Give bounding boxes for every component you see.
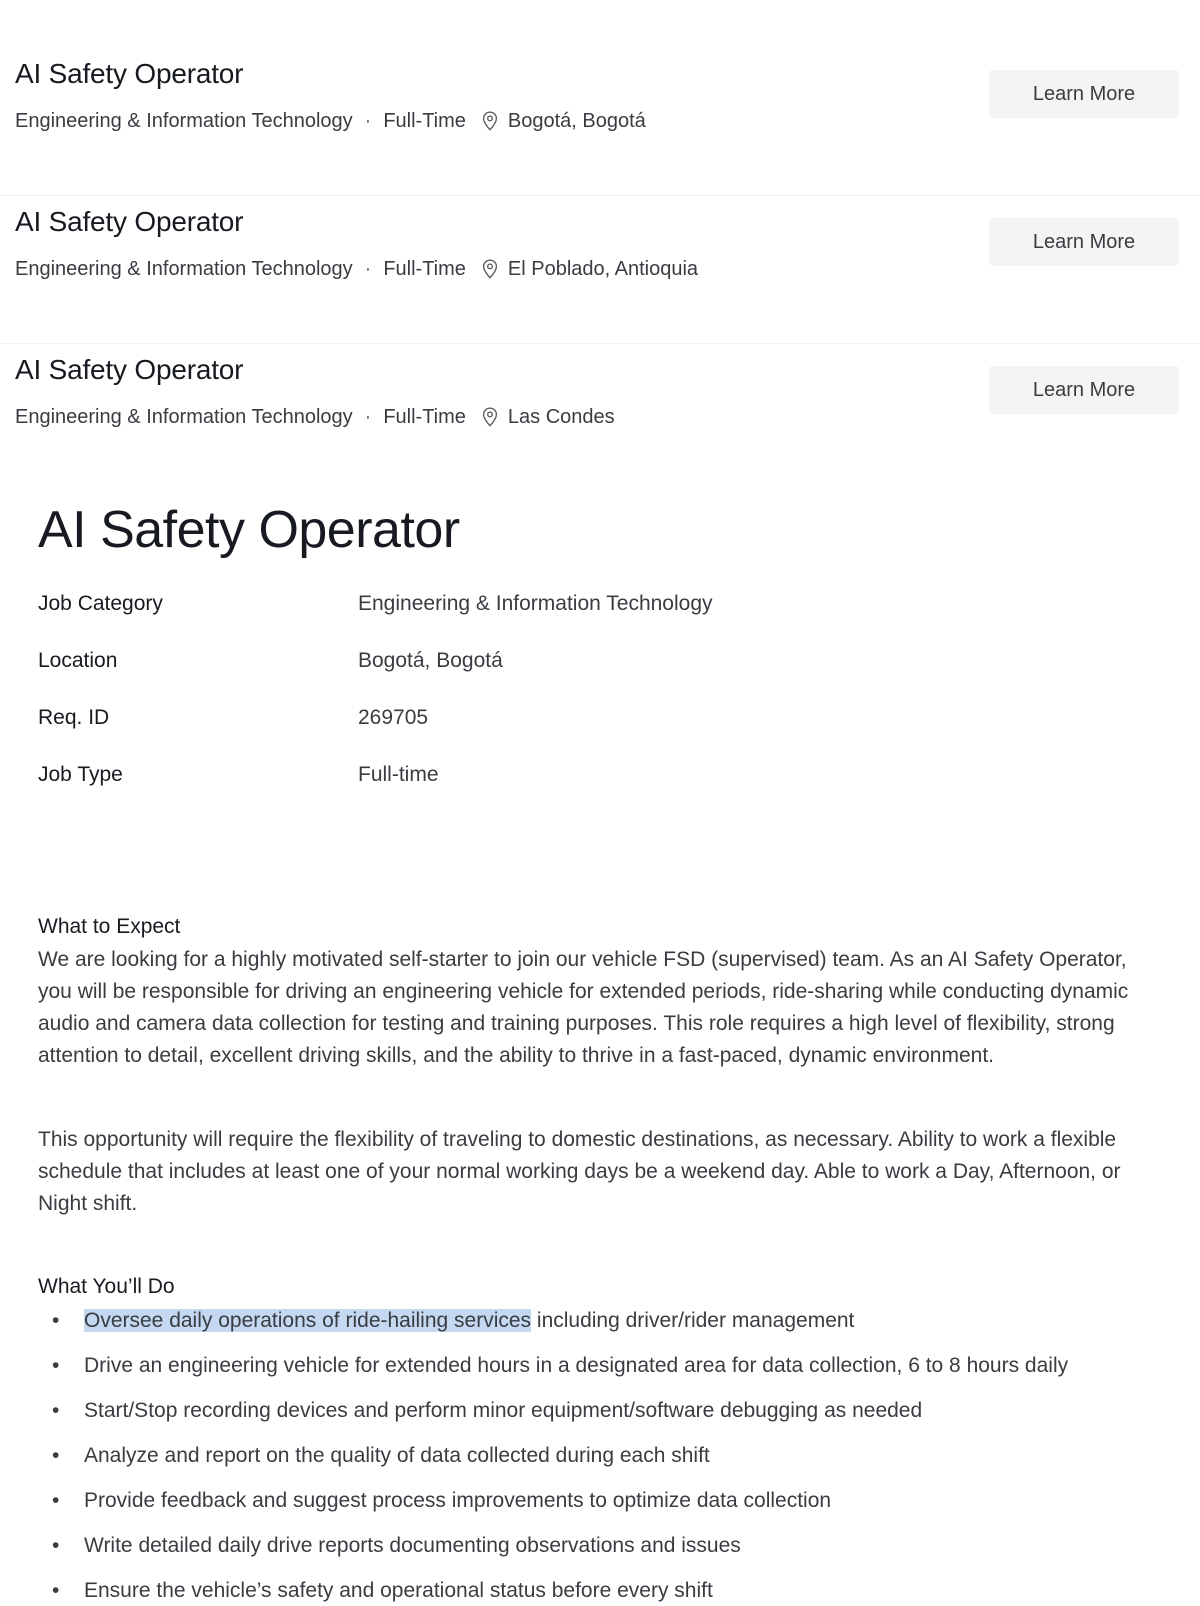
listing-job-type: Full-Time [383,258,466,280]
meta-separator: · [364,258,372,280]
detail-row-category [38,592,938,649]
map-pin-icon [482,111,498,131]
list-item-text: Ensure the vehicle’s safety and operational status before every shift [84,1579,713,1602]
list-item [52,1305,1192,1350]
detail-label: Location [38,649,118,672]
listing-title[interactable]: AI Safety Operator [15,58,244,89]
list-item [52,1350,1192,1395]
learn-more-button[interactable]: Learn More [989,70,1179,118]
map-pin-icon [482,259,498,279]
meta-separator: · [364,406,372,428]
detail-row-job-type [38,763,938,820]
job-listing [0,344,1200,492]
detail-value: Full-time [358,763,439,786]
listing-meta [15,258,698,281]
what-youll-do-heading: What You’ll Do [38,1275,175,1298]
what-to-expect-heading: What to Expect [38,915,181,938]
what-to-expect-paragraph-2: This opportunity will require the flexibility of traveling to domestic destinations, as necessary. Ability to work a flexible schedule that includes at least one of your normal working days be a weekend day. Able to work a Day, Afternoon, or Night shift. [38,1128,1121,1215]
listing-location: Bogotá, Bogotá [507,110,646,132]
learn-more-button[interactable]: Learn More [989,366,1179,414]
list-item [52,1530,1192,1575]
listing-category: Engineering & Information Technology [15,258,353,280]
list-item-text: Drive an engineering vehicle for extended hours in a designated area for data collection, 6 to 8 hours daily [84,1354,1069,1377]
list-item-text: Start/Stop recording devices and perform minor equipment/software debugging as needed [84,1399,923,1422]
bullet-dot: • [52,1489,60,1512]
job-detail-title: AI Safety Operator [38,501,460,559]
job-details-table [38,592,938,820]
list-item [52,1575,1192,1606]
bullet-dot: • [52,1534,60,1557]
list-item [52,1440,1192,1485]
list-item [52,1485,1192,1530]
listing-meta [15,110,646,133]
map-pin-icon [482,407,498,427]
listing-job-type: Full-Time [383,406,466,428]
detail-row-req-id [38,706,938,763]
detail-value: 269705 [358,706,429,729]
listing-location: Las Condes [507,406,615,428]
listing-category: Engineering & Information Technology [15,110,353,132]
list-item-text: Provide feedback and suggest process improvements to optimize data collection [84,1489,832,1512]
detail-value: Engineering & Information Technology [358,592,713,615]
list-item-text: Write detailed daily drive reports documenting observations and issues [84,1534,741,1557]
responsibilities-list [52,1305,1192,1606]
detail-value: Bogotá, Bogotá [358,649,503,672]
listing-category: Engineering & Information Technology [15,406,353,428]
detail-label: Job Category [38,592,163,615]
bullet-dot: • [52,1309,60,1332]
bullet-dot: • [52,1444,60,1467]
detail-row-location [38,649,938,706]
listing-meta [15,406,615,429]
bullet-dot: • [52,1579,60,1602]
job-listing [0,48,1200,196]
listing-location: El Poblado, Antioquia [507,258,699,280]
bullet-dot: • [52,1354,60,1377]
bullet-dot: • [52,1399,60,1422]
selected-text[interactable]: Oversee daily operations of ride-hailing services [84,1309,532,1332]
list-item-text: Analyze and report on the quality of data collected during each shift [84,1444,710,1467]
listing-title[interactable]: AI Safety Operator [15,354,244,385]
detail-label: Req. ID [38,706,110,729]
listing-job-type: Full-Time [383,110,466,132]
job-listings [0,48,1200,492]
job-listing [0,196,1200,344]
learn-more-button[interactable]: Learn More [989,218,1179,266]
meta-separator: · [364,110,372,132]
what-to-expect-paragraph: We are looking for a highly motivated self-starter to join our vehicle FSD (supervised) team. As an AI Safety Operator, you will be responsible for driving an engineering vehicle for extended periods, ride-sharing while conducting dynamic audio and camera data collection for testing and training purposes. This role requires a high level of flexibility, strong attention to detail, excellent driving skills, and the ability to thrive in a fast-paced, dynamic environment. [38,948,1129,1067]
listing-title[interactable]: AI Safety Operator [15,206,244,237]
detail-label: Job Type [38,763,123,786]
list-item-text: including driver/rider management [531,1309,855,1332]
list-item [52,1395,1192,1440]
